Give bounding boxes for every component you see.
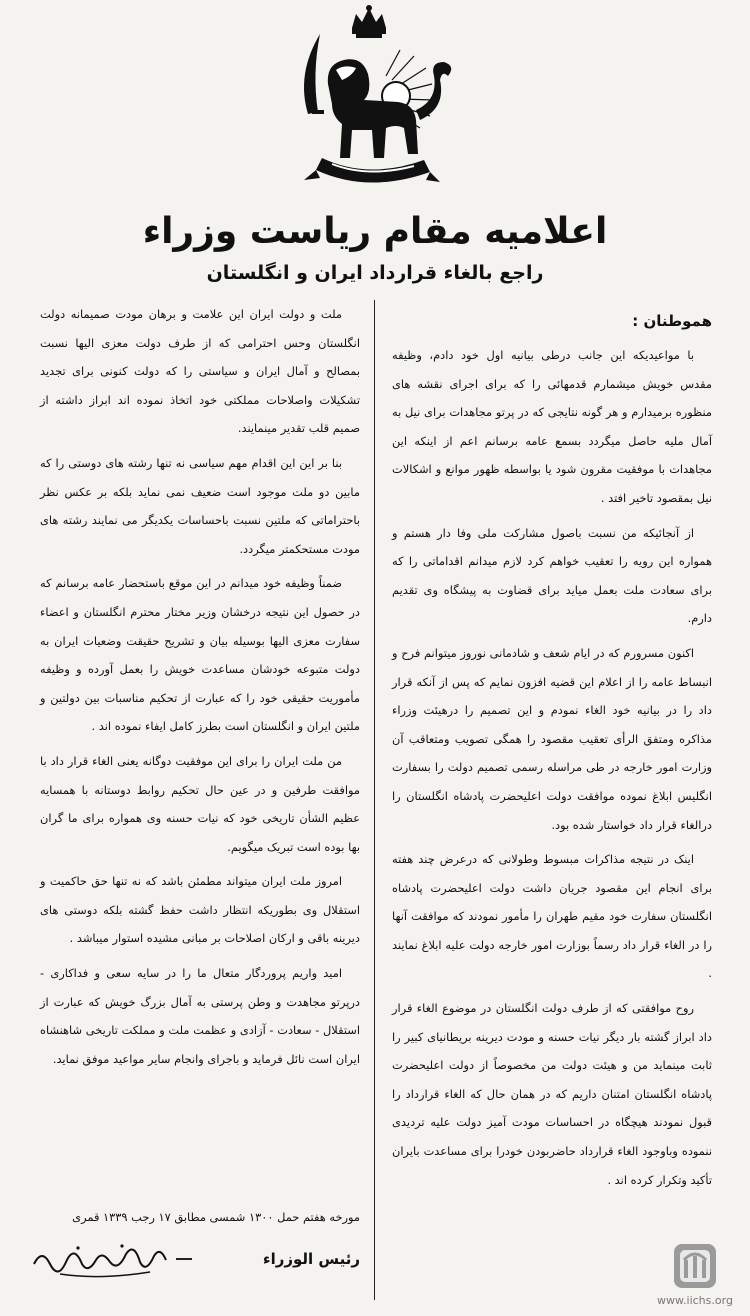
iichs-logo-icon (650, 1240, 740, 1294)
paragraph: بنا بر این این اقدام مهم سیاسی نه تنها رشته های دوستی را که مابین دو ملت موجود است ضعیف نمی نماید بلکه بر عکس نظر باحتراماتی که ملتین نسبت باحساسات یکدیگر می نمایند رشته های مودت مستحکمتر میگردد. (40, 455, 360, 556)
paragraph: من ملت ایران را برای این موفقیت دوگانه یعنی الغاء قرار داد با موافقت طرفین و در عین حال تحکیم روابط دوستانه با همسایه عظیم الشأن تاریخی خود که نیات حسنه وی همواره برای ما گران بها بوده است تبریک میگویم. (40, 753, 360, 854)
paragraph: ضمناً وظیفه خود میدانم در این موقع باستحضار عامه برسانم که در حصول این نتیجه درخشان وزیر مختار محترم انگلستان و اعضاء سفارت معزی الیها بوسیله بیان و تشریح حقیقت وضعیات ایران به دولت متبوعه خودشان مساعدت خویش را بعمل آورده و وظیفه مأموریت حقیقی خود را که عبارت از تحکیم مناسبات بین دولتین و ملتین ایران و انگلستان است بطرز کامل ایفاء نموده اند . (40, 576, 360, 734)
signature-block (30, 1234, 360, 1284)
paragraph: با مواعیدیکه این جانب درطی بیانیه اول خود دادم، وظیفه مقدس خویش میشمارم قدمهائی را که برای اجرای نقشه های منظوره برمیدارم و هر گونه نتایجی که در پرتو مجاهدات برای نیل به آمال ملیه حاصل میگردد بسمع عامه برسانم اعم از اینکه این مجاهدات با موفقیت مقرون شود یا بواسطه ظهور موانع و اشکالات نیل بمقصود تاخیر افتد . (392, 348, 712, 505)
paragraph: اینک در نتیجه مذاکرات مبسوط وطولانی که درعرض چند هفته برای انجام این مقصود جریان داشت دولت اعلیحضرت پادشاه انگلستان سفارت خود مقیم طهران را مأمور نمودند که موافقت آنها را در الغاء قرار داد رسماً بوزارت امور خارجه دولت علیه ابلاغ نمایند . (392, 852, 712, 981)
paragraph: اکنون مسرورم که در ایام شعف و شادمانی نوروز میتوانم فرح و انبساط عامه را از اعلام این قضیه افزون نمایم که پس از آنکه قرار داد را در بیانیه خود الغاء نمودم و این تصمیم را درهیئت وزراء مذاکره ومتفق الرأی تعقیب مقصود را همگی تصویب ومتعاقب آن وزارت امور خارجه در طی مراسله رسمی تصمیم دولت را بسفارت انگلیس ابلاغ نموده موافقت دولت اعلیحضرت پادشاه انگلستان را درالغاء قرار داد خواستار شده بود. (392, 645, 712, 832)
iichs-watermark (650, 1240, 740, 1312)
signatory-title: رئیس الوزراء (262, 1250, 360, 1268)
page-subtitle: راجع بالغاء قرارداد ایران و انگلستان (206, 262, 544, 284)
page-title: اعلامیه مقام ریاست وزراء (142, 211, 608, 252)
paragraph: از آنجائیکه من نسبت باصول مشارکت ملی وفا دار هستم و همواره این رویه را تعقیب خواهم کرد لازم میدانم اقداماتی را که برای سعادت ملت بعمل میاید برای قضاوت به پیشگاه وی تقدیم دارم. (392, 525, 712, 626)
paragraph: ملت و دولت ایران این علامت و برهان مودت صمیمانه دولت انگلستان وحس احترامی که از طرف دولت معزی الیها نسبت بمصالح و آمال ایران و سیاستی را که دولت کنونی برای تجدید تشکیلات واصلاحات مملکتی خود اتخاذ نموده اند ابراز داشته از صمیم قلب تقدیر مینمایند. (40, 307, 360, 436)
paragraph: امید واریم پروردگار متعال ما را در سایه سعی و فداکاری - درپرتو مجاهدت و وطن پرستی به آمال بزرگ خویش که عبارت از استقلال - سعادت - آزادی و عظمت ملت و مملکت تاریخی شاهنشاه ایران است نائل فرماید و باجرای وانجام سایر مواعید موفق نماید. (40, 966, 360, 1066)
signature-dash (176, 1258, 192, 1260)
date-line: مورخه هفتم حمل ۱۳۰۰ شمسی مطابق ۱۷ رجب ۱۳۳۹ قمری (72, 1210, 360, 1224)
column-divider (374, 300, 375, 1300)
left-column (40, 300, 360, 1240)
lion-and-sun-emblem-icon (268, 4, 468, 196)
salutation: هموطنان : (632, 312, 712, 330)
watermark-text: www.iichs.org (657, 1294, 733, 1307)
handwritten-signature (30, 1234, 170, 1284)
paragraph: امروز ملت ایران میتواند مطمئن باشد که نه تنها حق حاکمیت و استقلال وی بطوریکه انتظار داشت حفظ گشته بلکه دوستی های دیرینه باقی و ارکان اصلاحات بر مبانی مشیده استوار میباشد . (40, 874, 360, 946)
paragraph: روح موافقتی که از طرف دولت انگلستان در موضوع الغاء قرار داد ابراز گشته بار دیگر نیات حسنه و مودت دیرینه بریطانیای کبیر را ثابت مینماید من و هیئت دولت من مخصوصاً از دولت اعلیحضرت پادشاه انگلستان امتنان داریم که در همان حال که الغاء قرارداد را قبول نمودند هیچگاه در احساسات مودت آمیز دولت علیه تردیدی ننموده وباوجود الغاء قرارداد حاضربودن خودرا برای مساعدت بایران تأکید وتکرار کرده اند . (392, 1001, 712, 1187)
right-column (392, 305, 712, 1305)
